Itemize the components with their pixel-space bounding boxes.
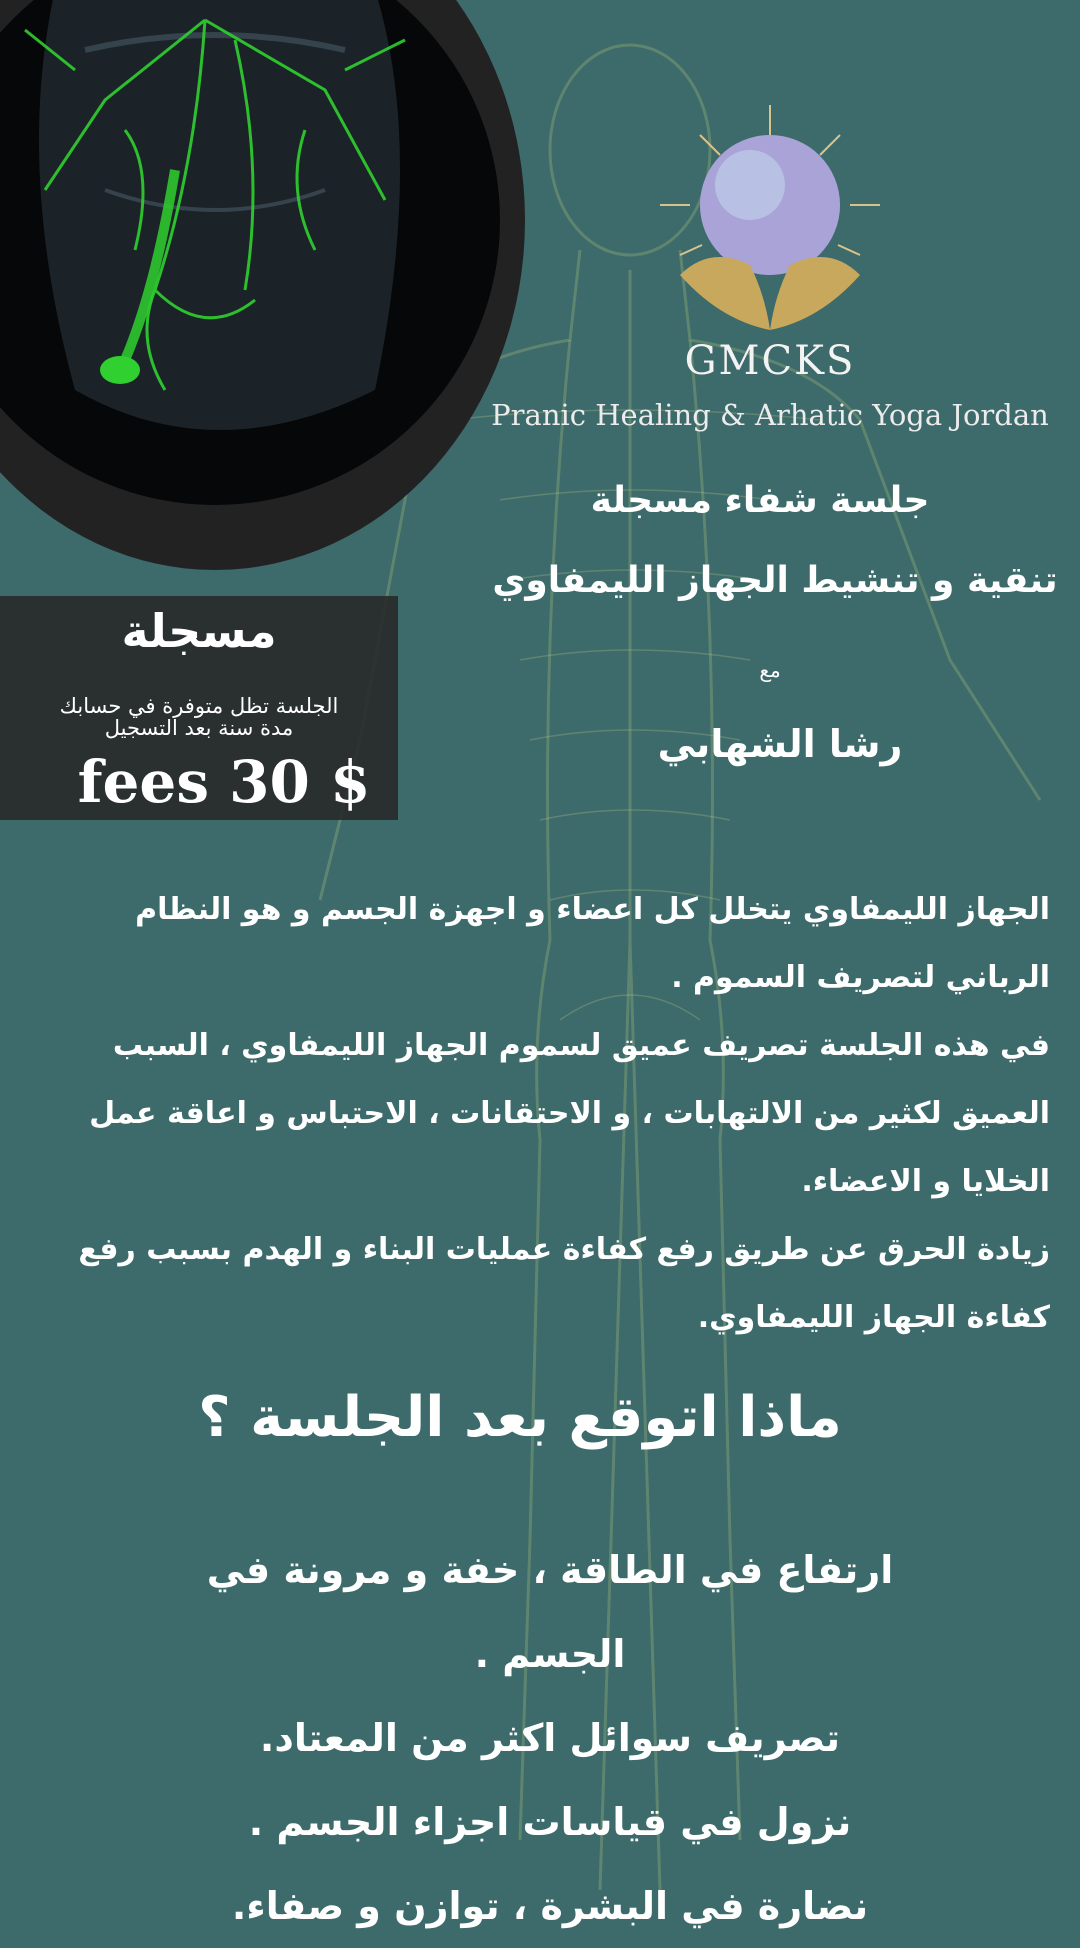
expectation-item: نزول في قياسات اجزاء الجسم . <box>248 1800 852 1844</box>
globe-in-hands-logo <box>640 95 900 345</box>
fees-label: fees 30 $ <box>77 748 371 816</box>
expectation-item: ارتفاع في الطاقة ، خفة و مرونة في الجسم . <box>206 1548 894 1676</box>
presenter-name: رشا الشهابي <box>657 722 903 766</box>
expectations-title: ماذا اتوقع بعد الجلسة ؟ <box>198 1385 842 1450</box>
expectation-item: نضارة في البشرة ، توازن و صفاء. <box>231 1884 869 1928</box>
badge-title: مسجلة <box>121 604 277 658</box>
header-with: مع <box>759 658 781 682</box>
expectations-list <box>140 1528 960 1948</box>
lymphatic-system-torso-image <box>0 0 525 570</box>
hero-image-circle <box>0 0 525 570</box>
expectation-item: تصريف سوائل اكثر من المعتاد. <box>259 1716 841 1760</box>
header-line-1: جلسة شفاء مسجلة <box>590 480 930 521</box>
description-paragraph: في هذه الجلسة تصريف عميق لسموم الجهاز الليمفاوي ، السبب العميق لكثير من الالتهابات ، و الاحتقانات ، الاحتباس و اعاقة عمل الخلايا و الاعضاء. <box>89 1028 1050 1199</box>
description <box>40 876 1050 1352</box>
header-line-2: تنقية و تنشيط الجهاز الليمفاوي <box>492 560 1058 601</box>
brand-title: GMCKS <box>684 338 856 384</box>
recorded-badge <box>0 596 398 820</box>
badge-note-line-1: الجلسة تظل متوفرة في حسابك <box>59 694 339 718</box>
description-paragraph: الجهاز الليمفاوي يتخلل كل اعضاء و اجهزة الجسم و هو النظام الرباني لتصريف السموم . <box>135 892 1050 995</box>
badge-note-line-2: مدة سنة بعد التسجيل <box>104 716 294 740</box>
description-paragraph: زيادة الحرق عن طريق رفع كفاءة عمليات البناء و الهدم بسبب رفع كفاءة الجهاز الليمفاوي. <box>78 1232 1050 1335</box>
brand-subtitle: Pranic Healing & Arhatic Yoga Jordan <box>491 398 1049 432</box>
